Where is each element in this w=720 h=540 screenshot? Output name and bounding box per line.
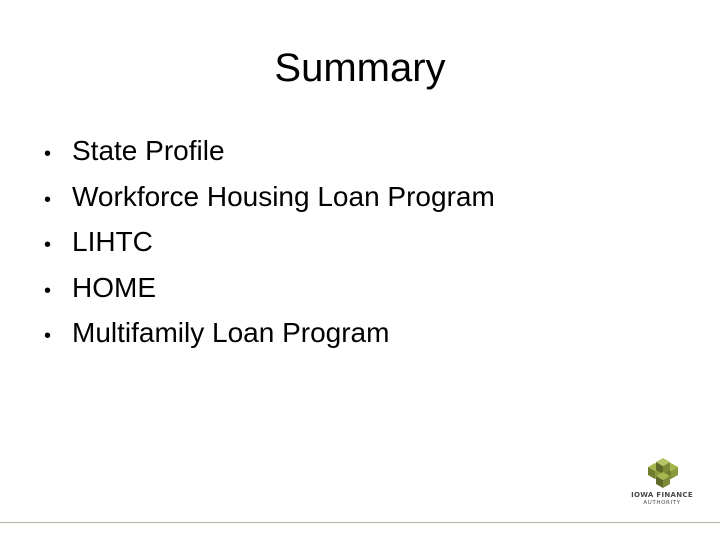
bullet-list	[44, 128, 495, 356]
list-item-label: HOME	[72, 271, 156, 303]
footer-divider	[0, 522, 720, 523]
bullet-icon: •	[44, 234, 52, 256]
logo-wordmark: IOWA FINANCE	[631, 491, 693, 499]
list-item-label: Multifamily Loan Program	[72, 317, 390, 348]
bullet-icon: •	[44, 279, 52, 302]
list-item	[44, 310, 495, 356]
list-item	[44, 219, 495, 265]
list-item	[44, 265, 495, 311]
list-item-label: Workforce Housing Loan Program	[72, 180, 495, 212]
bullet-icon: •	[44, 325, 52, 347]
cube-logo-icon	[646, 458, 680, 490]
list-item	[44, 174, 495, 220]
list-item-label: LIHTC	[72, 226, 153, 257]
logo-subtitle: AUTHORITY	[643, 500, 681, 506]
list-item-label: State Profile	[72, 135, 225, 166]
slide-title: Summary	[274, 46, 446, 90]
iowa-finance-authority-logo	[624, 458, 700, 510]
bullet-icon: •	[44, 188, 52, 211]
bullet-icon: •	[44, 143, 52, 165]
list-item	[44, 128, 495, 174]
